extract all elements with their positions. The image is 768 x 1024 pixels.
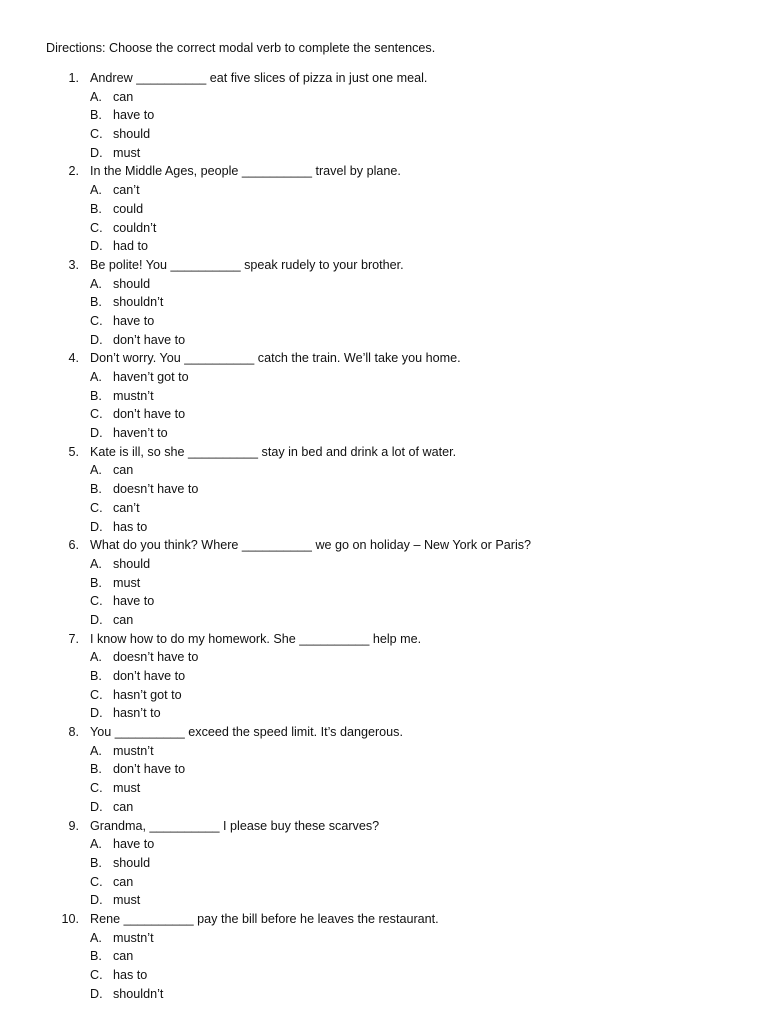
option-b [0,106,768,125]
option-d [0,611,768,630]
option-b [0,200,768,219]
option-a [0,181,768,200]
option-text: shouldn’t [113,986,164,1001]
question-text: Andrew __________ eat five slices of pizza in just one meal. [90,71,428,85]
option-text: can [113,949,134,964]
option-text: must [113,781,141,796]
option-text: must [113,575,141,590]
option-letter: D. [90,799,103,814]
question-number: 6. [68,538,79,553]
option-letter: C. [90,313,103,328]
option-b [0,480,768,499]
question-number: 10. [61,911,79,926]
option-letter: B. [90,482,102,497]
question-10 [0,910,768,1003]
option-letter: C. [90,874,103,889]
option-text: can [113,463,134,478]
option-b [0,760,768,779]
option-letter: D. [90,986,103,1001]
option-text: has to [113,968,148,982]
question-number: 5. [68,444,79,459]
option-text: can [113,612,134,627]
option-text: could [113,201,144,216]
option-letter: C. [90,687,103,702]
option-text: hasn’t got to [113,687,182,702]
option-letter: C. [90,968,103,982]
option-text: mustn’t [113,930,154,945]
option-a [0,368,768,387]
question-4 [0,349,768,442]
question-line [0,162,768,181]
option-text: can [113,89,134,104]
question-text: Kate is ill, so she __________ stay in bed and drink a lot of water. [90,444,457,459]
option-letter: C. [90,127,103,142]
option-text: haven’t got to [113,370,189,384]
option-a [0,88,768,107]
option-d [0,891,768,910]
option-letter: A. [90,463,102,478]
option-text: don’t have to [113,332,186,347]
option-letter: C. [90,594,103,609]
question-number: 1. [68,71,79,85]
option-d [0,985,768,1004]
option-text: hasn’t to [113,706,161,721]
option-c [0,966,768,985]
option-b [0,667,768,686]
question-2 [0,162,768,255]
option-text: don’t have to [113,762,186,777]
option-letter: A. [90,276,102,291]
option-letter: A. [90,89,102,104]
question-8 [0,723,768,816]
option-text: have to [113,313,155,328]
option-letter: A. [90,556,102,571]
question-line [0,817,768,836]
option-d [0,704,768,723]
option-text: have to [113,594,155,609]
option-d [0,424,768,443]
option-c [0,686,768,705]
option-letter: D. [90,706,103,721]
option-letter: B. [90,949,102,964]
question-line [0,630,768,649]
option-text: haven’t to [113,426,168,441]
option-text: mustn’t [113,388,154,403]
option-d [0,237,768,256]
question-6 [0,536,768,629]
option-letter: B. [90,388,102,403]
option-letter: C. [90,500,103,515]
option-letter: A. [90,370,102,384]
option-text: should [113,855,151,870]
question-text: Be polite! You __________ speak rudely to your brother. [90,257,404,272]
option-letter: D. [90,893,103,908]
option-text: doesn’t have to [113,650,199,665]
option-a [0,742,768,761]
question-line [0,256,768,275]
question-text: You __________ exceed the speed limit. It’s dangerous. [90,725,403,740]
option-letter: D. [90,426,103,441]
question-1 [0,69,768,162]
question-line [0,349,768,368]
option-letter: D. [90,519,103,534]
option-d [0,331,768,350]
option-d [0,144,768,163]
option-a [0,648,768,667]
question-number: 9. [68,818,79,833]
question-7 [0,630,768,723]
option-text: can’t [113,500,140,515]
option-letter: B. [90,295,102,310]
option-text: should [113,127,151,142]
option-text: have to [113,108,155,123]
question-line [0,536,768,555]
option-letter: A. [90,183,102,198]
option-b [0,574,768,593]
question-line [0,69,768,88]
option-letter: B. [90,201,102,216]
option-text: can [113,874,134,889]
option-a [0,461,768,480]
option-text: don’t have to [113,669,186,683]
option-text: can [113,799,134,814]
question-list [0,69,768,1003]
question-text: Don’t worry. You __________ catch the train. We’ll take you home. [90,351,461,366]
option-text: had to [113,239,149,254]
option-c [0,405,768,424]
option-d [0,798,768,817]
option-b [0,947,768,966]
question-number: 7. [68,631,79,646]
option-letter: B. [90,855,102,870]
option-text: don’t have to [113,407,186,422]
directions-text: Directions: Choose the correct modal verb to complete the sentences. [46,41,436,55]
option-b [0,854,768,873]
question-number: 2. [68,164,79,179]
option-letter: A. [90,837,102,852]
option-b [0,293,768,312]
option-letter: D. [90,239,103,254]
option-d [0,518,768,537]
option-text: mustn’t [113,743,154,758]
question-text: In the Middle Ages, people __________ travel by plane. [90,164,401,179]
question-number: 8. [68,725,79,740]
option-letter: B. [90,108,102,123]
option-text: have to [113,837,155,852]
option-letter: C. [90,781,103,796]
option-a [0,275,768,294]
option-c [0,499,768,518]
question-9 [0,817,768,910]
option-b [0,387,768,406]
option-text: must [113,145,141,160]
option-text: couldn’t [113,220,157,235]
option-letter: C. [90,220,103,235]
option-letter: D. [90,612,103,627]
option-c [0,779,768,798]
option-text: must [113,893,141,908]
option-text: should [113,276,151,291]
option-text: has to [113,519,148,534]
question-line [0,723,768,742]
option-text: doesn’t have to [113,482,199,497]
option-text: can’t [113,183,140,198]
option-c [0,592,768,611]
question-5 [0,443,768,536]
option-a [0,929,768,948]
option-letter: B. [90,762,102,777]
question-text: Grandma, __________ I please buy these scarves? [90,818,380,833]
option-text: shouldn’t [113,295,164,310]
option-c [0,125,768,144]
option-c [0,873,768,892]
option-letter: A. [90,650,102,665]
question-number: 4. [68,351,79,366]
question-line [0,443,768,462]
question-3 [0,256,768,349]
option-letter: C. [90,407,103,422]
option-a [0,835,768,854]
option-c [0,219,768,238]
question-text: Rene __________ pay the bill before he leaves the restaurant. [90,911,439,926]
option-letter: A. [90,743,102,758]
option-a [0,555,768,574]
option-c [0,312,768,331]
option-letter: A. [90,930,102,945]
question-text: What do you think? Where __________ we go on holiday – New York or Paris? [90,538,532,553]
option-letter: D. [90,332,103,347]
option-letter: D. [90,145,103,160]
question-line [0,910,768,929]
option-letter: B. [90,575,102,590]
option-text: should [113,556,151,571]
question-number: 3. [68,257,79,272]
option-letter: B. [90,669,102,683]
question-text: I know how to do my homework. She __________ help me. [90,631,422,646]
